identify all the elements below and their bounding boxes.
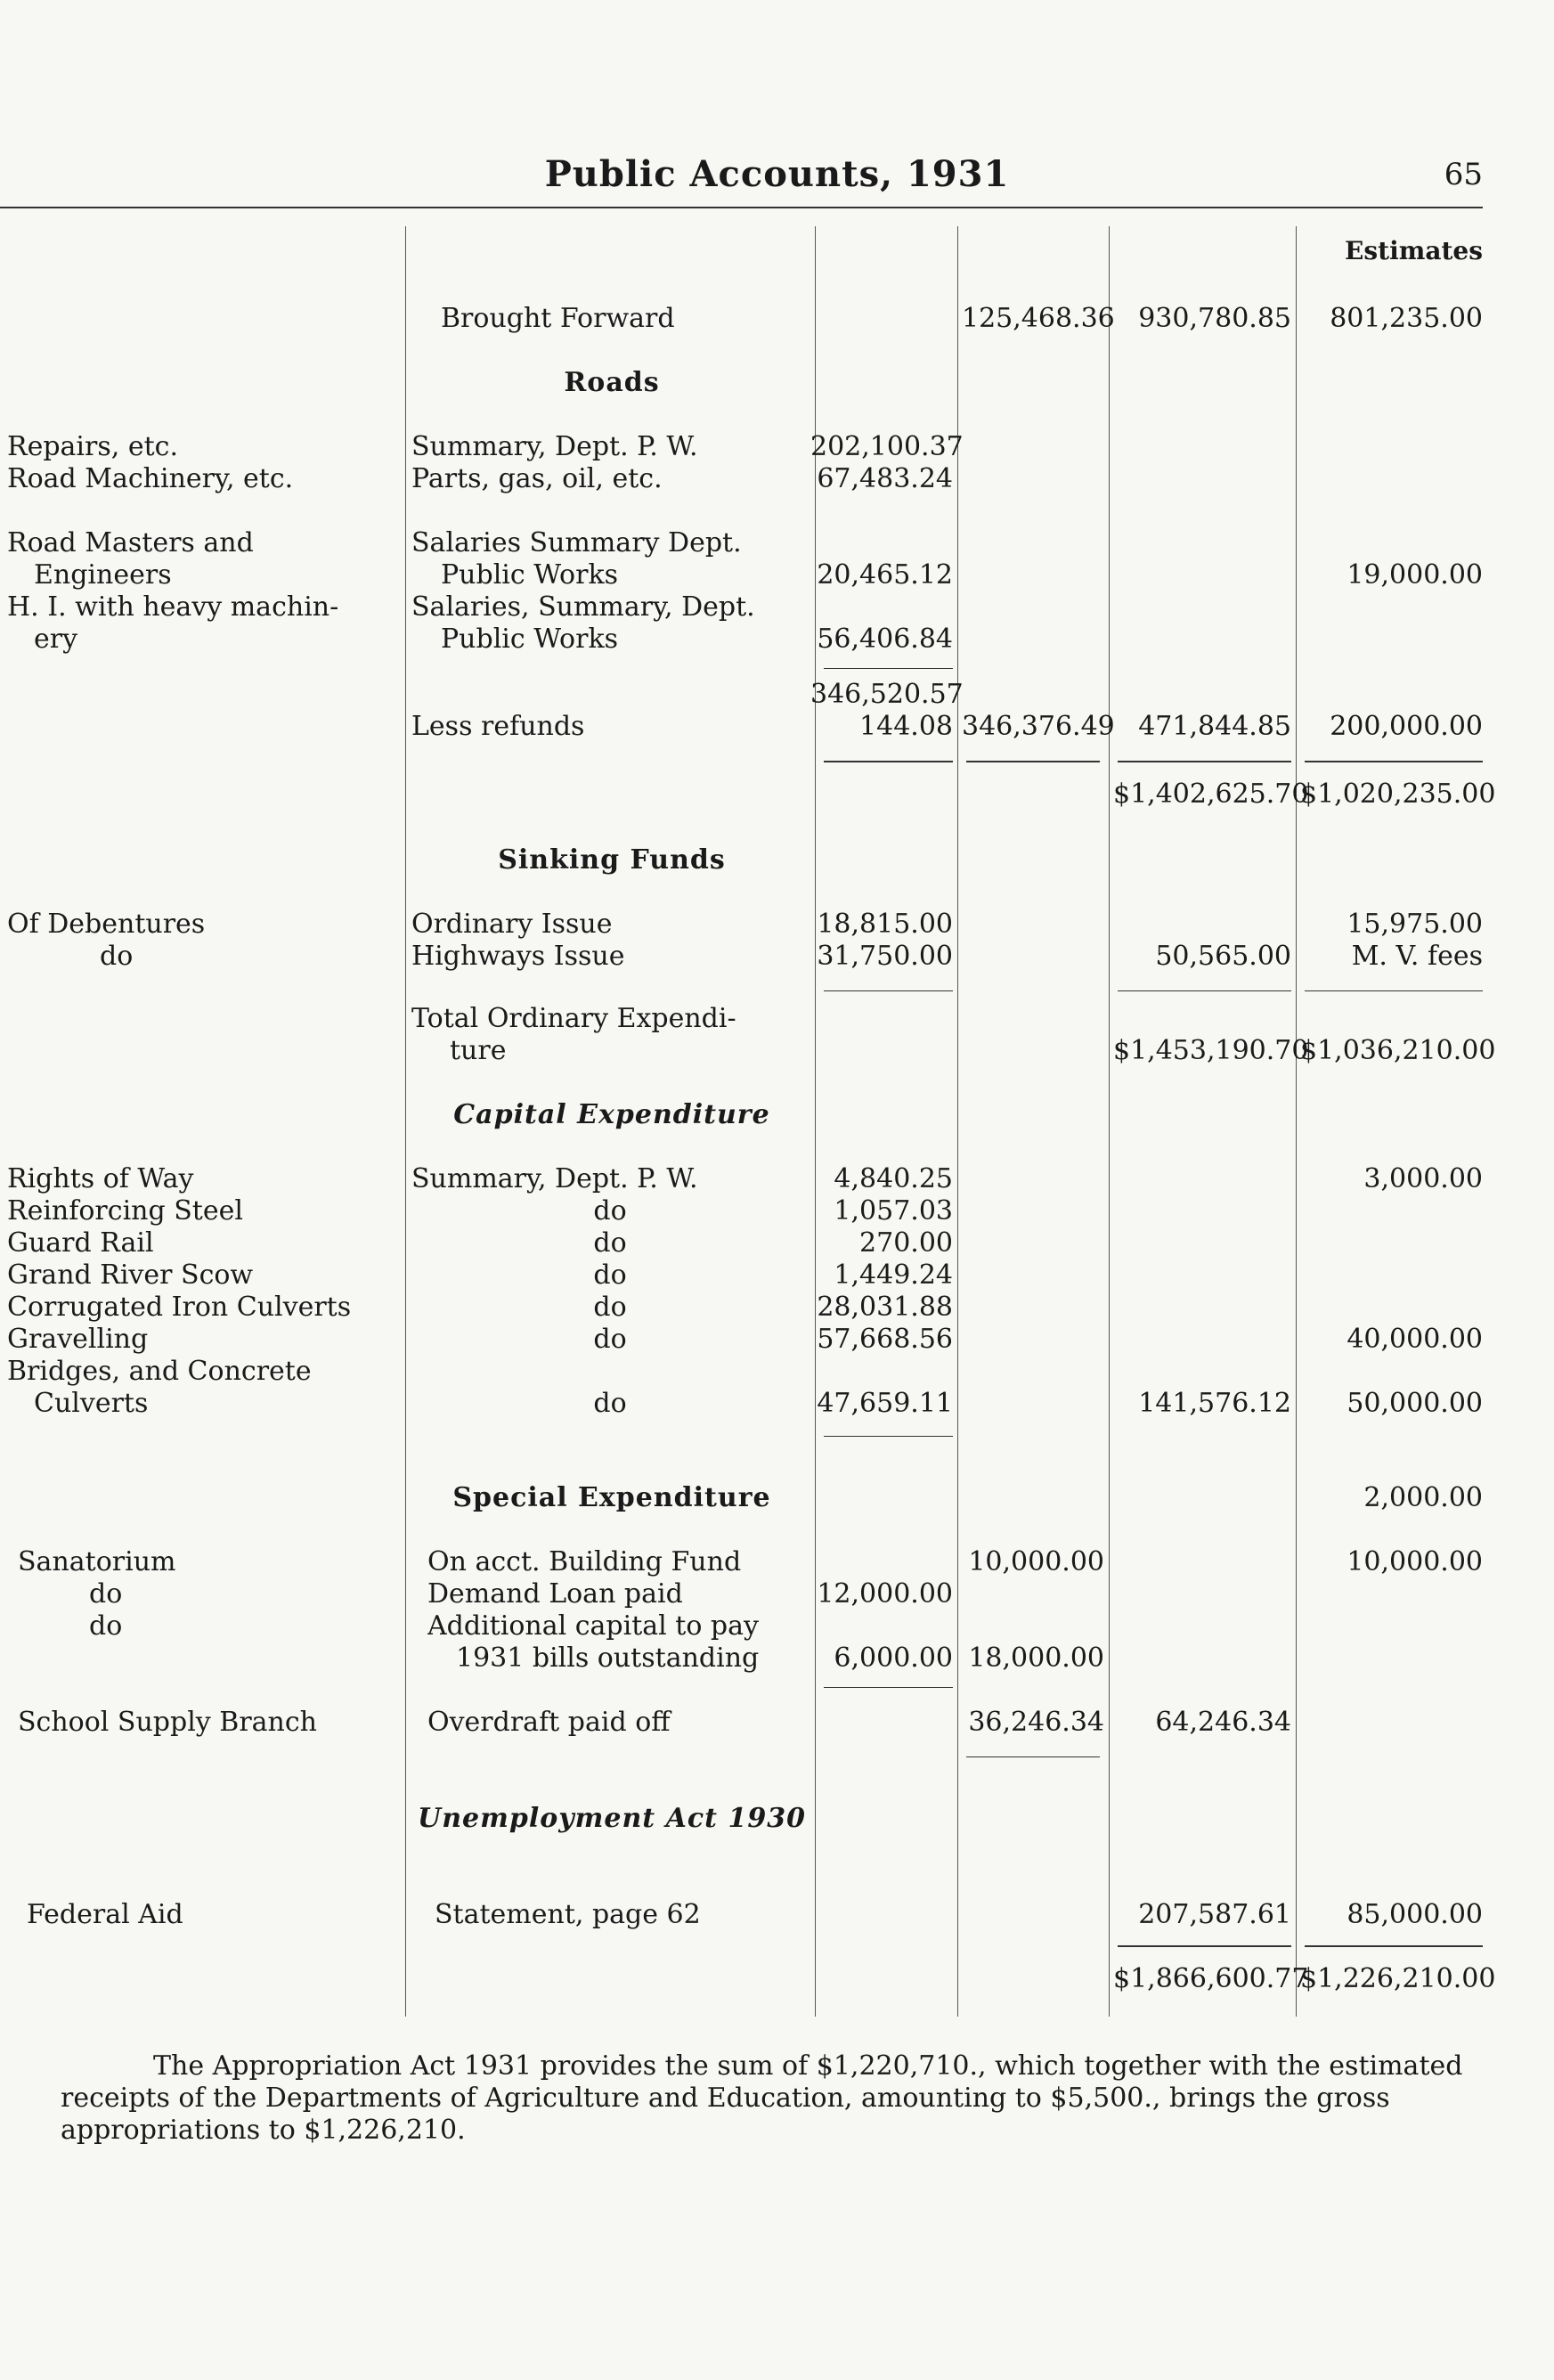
row-description: Bridges, and Concrete: [7, 1356, 312, 1387]
table-row: [0, 1259, 1554, 1292]
row-description: ery: [34, 624, 78, 655]
total-c: $1,453,190.70: [1113, 1035, 1309, 1066]
total-rule: [1118, 761, 1291, 762]
row-reference: Highways Issue: [411, 941, 625, 972]
row-description: Culverts: [34, 1388, 149, 1419]
amount-a: 67,483.24: [817, 463, 953, 494]
amount-a: 144.08: [859, 711, 953, 742]
row-description: Sanatorium: [18, 1546, 176, 1577]
section-heading-sinking-funds: Sinking Funds: [498, 844, 726, 876]
column-header-row: [0, 235, 1554, 267]
table-row: [0, 1003, 1554, 1035]
amount-a: 6,000.00: [834, 1642, 953, 1674]
row-reference: Summary, Dept. P. W.: [411, 1163, 698, 1194]
amount-d: 801,235.00: [1330, 303, 1483, 334]
amount-a: 20,465.12: [817, 559, 953, 591]
row-reference: Overdraft paid off: [427, 1707, 671, 1738]
row-reference: do: [593, 1292, 627, 1323]
estimates-heading: Estimates: [1345, 236, 1483, 265]
row-reference: Salaries Summary Dept.: [411, 527, 742, 558]
table-row: [0, 624, 1554, 656]
table-row: [0, 591, 1554, 624]
subtotal-rule: [1305, 990, 1483, 991]
table-row: [0, 1388, 1554, 1420]
row-reference: Public Works: [441, 559, 619, 591]
amount-d: 10,000.00: [1347, 1546, 1483, 1577]
page-title: Public Accounts, 1931: [544, 153, 1010, 195]
table-row: [0, 303, 1554, 335]
section-heading-roads: Roads: [564, 367, 660, 398]
row-description: Road Machinery, etc.: [7, 463, 294, 494]
row-description: do: [89, 1610, 123, 1642]
amount-d: 15,975.00: [1347, 909, 1483, 940]
row-reference: Statement, page 62: [435, 1899, 701, 1930]
amount-a: 4,840.25: [834, 1163, 953, 1194]
subtotal-rule: [824, 990, 953, 991]
amount-c: 64,246.34: [1155, 1707, 1291, 1738]
table-row: [0, 1610, 1554, 1642]
table-row: [0, 463, 1554, 495]
subtotal-a: 346,520.57: [810, 679, 964, 710]
table-row: [0, 711, 1554, 743]
amount-d: M. V. fees: [1351, 941, 1483, 972]
amount-d: 3,000.00: [1363, 1163, 1483, 1194]
row-reference: Demand Loan paid: [427, 1578, 683, 1610]
total-rule: [966, 761, 1100, 762]
table-row: [0, 1899, 1554, 1931]
row-reference: do: [593, 1227, 627, 1259]
amount-b: 18,000.00: [968, 1642, 1104, 1674]
table-row: [0, 431, 1554, 463]
table-row: [0, 559, 1554, 591]
subtotal-rule: [824, 1436, 953, 1437]
table-row: [0, 1707, 1554, 1739]
amount-d: 40,000.00: [1347, 1324, 1483, 1355]
amount-a: 31,750.00: [817, 941, 953, 972]
amount-d: 19,000.00: [1347, 559, 1483, 591]
section-heading-unemployment: Unemployment Act 1930: [418, 1803, 806, 1834]
total-c: $1,402,625.70: [1113, 778, 1309, 810]
row-reference: ture: [450, 1035, 507, 1066]
amount-a: 56,406.84: [817, 624, 953, 655]
table-row: [0, 1163, 1554, 1195]
row-reference: Public Works: [441, 624, 619, 655]
row-reference: Total Ordinary Expendi-: [411, 1003, 736, 1034]
row-reference: 1931 bills outstanding: [456, 1642, 760, 1674]
amount-c: 141,576.12: [1138, 1388, 1291, 1419]
table-row: [0, 1546, 1554, 1578]
grand-total-c: $1,866,600.77: [1113, 1963, 1309, 1994]
page-number: 65: [1444, 157, 1483, 192]
row-reference: Salaries, Summary, Dept.: [411, 591, 755, 623]
row-description: do: [89, 1578, 123, 1610]
amount-a: 18,815.00: [817, 909, 953, 940]
row-description: Engineers: [34, 559, 172, 591]
row-description: Rights of Way: [7, 1163, 194, 1194]
amount-b: 346,376.49: [962, 711, 1115, 742]
table-row: [0, 1292, 1554, 1324]
table-row: [0, 1356, 1554, 1388]
total-d: $1,020,235.00: [1300, 778, 1496, 810]
row-reference: Ordinary Issue: [411, 909, 613, 940]
row-description: Grand River Scow: [7, 1259, 254, 1291]
row-description: Of Debentures: [7, 909, 206, 940]
grand-total-d: $1,226,210.00: [1300, 1963, 1496, 1994]
table-row: [0, 909, 1554, 941]
amount-c: 50,565.00: [1155, 941, 1291, 972]
grand-total-row: [0, 1963, 1554, 1995]
table-row: [0, 1195, 1554, 1227]
row-description: School Supply Branch: [18, 1707, 318, 1738]
row-reference: Less refunds: [411, 711, 585, 742]
table-row: [0, 527, 1554, 559]
amount-b: 36,246.34: [968, 1707, 1104, 1738]
row-reference: do: [593, 1259, 627, 1291]
amount-a: 202,100.37: [810, 431, 964, 462]
total-rule: [1305, 1945, 1483, 1947]
amount-a: 12,000.00: [817, 1578, 953, 1610]
amount-a: 1,057.03: [834, 1195, 953, 1227]
subtotal-rule: [1118, 990, 1291, 991]
row-description: Corrugated Iron Culverts: [7, 1292, 352, 1323]
table-row: [0, 1324, 1554, 1356]
table-row: [0, 1578, 1554, 1610]
row-reference: do: [593, 1388, 627, 1419]
section-heading-special: Special Expenditure: [452, 1482, 771, 1513]
accounts-table: [0, 208, 1554, 2017]
row-description: do: [100, 941, 134, 972]
amount-d: 2,000.00: [1363, 1482, 1483, 1513]
amount-b: 125,468.36: [962, 303, 1115, 334]
amount-d: 200,000.00: [1330, 711, 1483, 742]
total-row: [0, 778, 1554, 811]
amount-a: 270.00: [859, 1227, 953, 1259]
amount-a: 28,031.88: [817, 1292, 953, 1323]
amount-d: 50,000.00: [1347, 1388, 1483, 1419]
total-rule: [1118, 1945, 1291, 1947]
subtotal-rule: [966, 1756, 1100, 1757]
total-d: $1,036,210.00: [1300, 1035, 1496, 1066]
row-description: Road Masters and: [7, 527, 254, 558]
footnote: The Appropriation Act 1931 provides the sum of $1,220,710., which together with the estimated receipts of the Departments of Agriculture and Education, amounting to $5,500., brings the gross appropriations to $1,226,210.: [61, 2050, 1463, 2146]
row-reference: Brought Forward: [441, 303, 675, 334]
amount-b: 10,000.00: [968, 1546, 1104, 1577]
table-row: [0, 941, 1554, 973]
table-row: [0, 679, 1554, 711]
row-reference: Parts, gas, oil, etc.: [411, 463, 663, 494]
amount-a: 57,668.56: [817, 1324, 953, 1355]
row-reference: do: [593, 1324, 627, 1355]
row-description: H. I. with heavy machin-: [7, 591, 339, 623]
row-reference: Additional capital to pay: [427, 1610, 759, 1642]
amount-d: 85,000.00: [1347, 1899, 1483, 1930]
total-rule: [824, 761, 953, 762]
row-reference: On acct. Building Fund: [427, 1546, 742, 1577]
total-rule: [1305, 761, 1483, 762]
amount-c: 207,587.61: [1138, 1899, 1291, 1930]
section-heading-capital: Capital Expenditure: [453, 1099, 770, 1130]
amount-c: 930,780.85: [1138, 303, 1291, 334]
row-description: Gravelling: [7, 1324, 149, 1355]
amount-a: 47,659.11: [817, 1388, 953, 1419]
row-description: Guard Rail: [7, 1227, 154, 1259]
amount-a: 1,449.24: [834, 1259, 953, 1291]
row-description: Federal Aid: [27, 1899, 183, 1930]
row-description: Repairs, etc.: [7, 431, 178, 462]
row-reference: do: [593, 1195, 627, 1227]
row-description: Reinforcing Steel: [7, 1195, 243, 1227]
row-reference: Summary, Dept. P. W.: [411, 431, 698, 462]
amount-c: 471,844.85: [1138, 711, 1291, 742]
table-row: [0, 1642, 1554, 1675]
table-row: [0, 1227, 1554, 1259]
subtotal-rule: [824, 1687, 953, 1688]
total-row: [0, 1035, 1554, 1067]
subtotal-rule: [824, 668, 953, 669]
